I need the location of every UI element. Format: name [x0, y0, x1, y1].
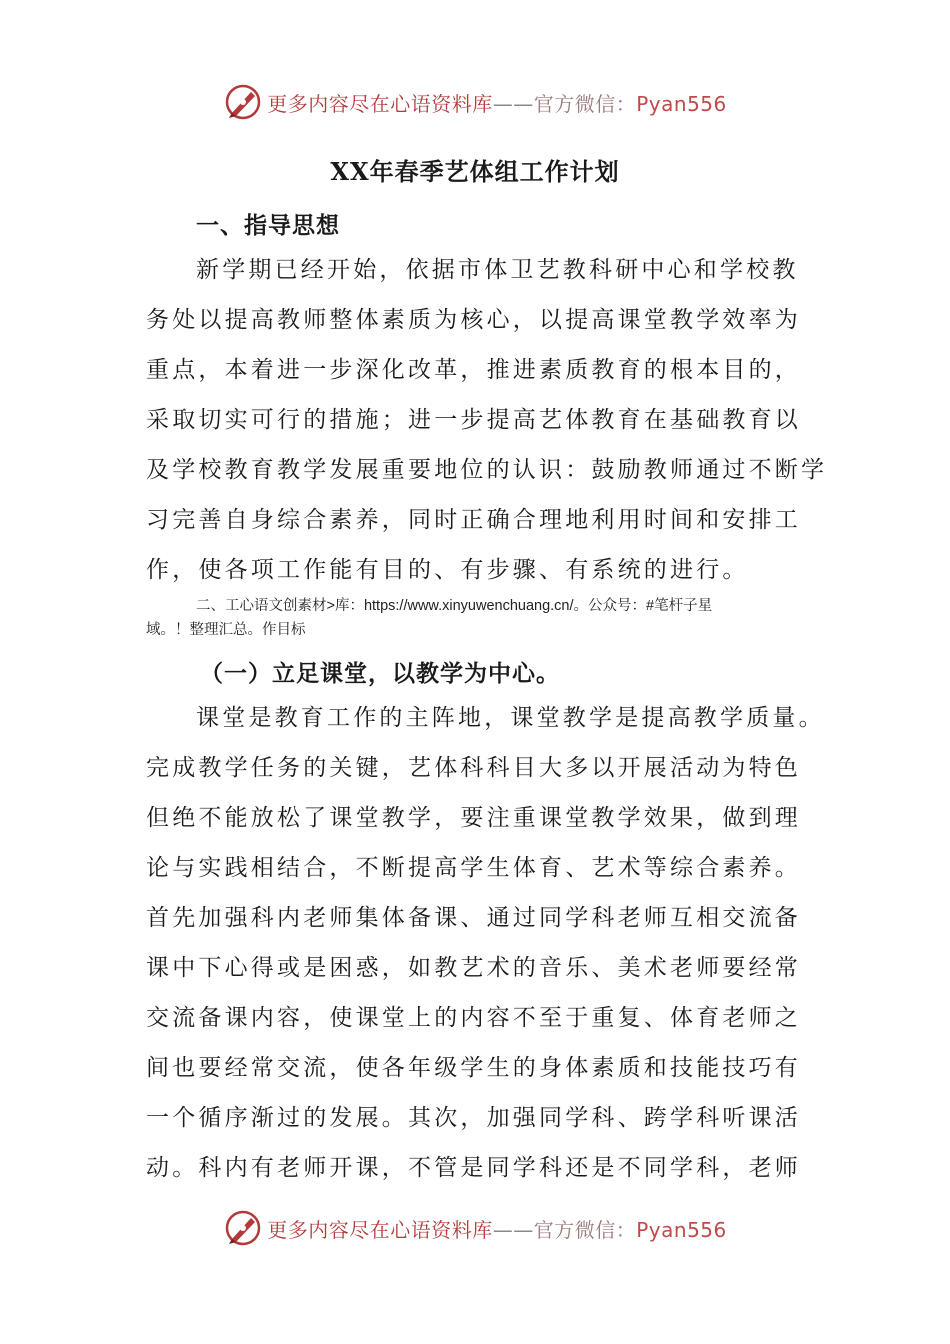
paragraph-line: 论与实践相结合，不断提高学生体育、艺术等综合素养。 — [146, 855, 801, 881]
document-title: XX年春季艺体组工作计划 — [330, 157, 620, 186]
pen-logo-icon — [223, 1208, 263, 1248]
section-heading-guiding-ideology: 一、指导思想 — [196, 212, 340, 239]
note-line: 二、工心语文创素材>库：https://www.xinyuwenchuang.cn/。公众号：#笔杆子星 — [196, 598, 713, 614]
footer-banner — [0, 1206, 950, 1250]
paragraph-line: 完成教学任务的关键，艺体科科目大多以开展活动为特色 — [146, 755, 801, 781]
paragraph-line: 交流备课内容，使课堂上的内容不至于重复、体育老师之 — [146, 1005, 801, 1031]
paragraph-line: 但绝不能放松了课堂教学，要注重课堂教学效果，做到理 — [146, 805, 801, 831]
note-line: 域。！整理汇总。作目标 — [146, 622, 306, 638]
inserted-note — [146, 594, 826, 642]
subsection-heading-classroom: （一）立足课堂，以教学为中心。 — [200, 660, 560, 687]
paragraph-line: 务处以提高教师整体素质为核心，以提高课堂教学效率为 — [146, 307, 801, 333]
paragraph-line: 新学期已经开始，依据市体卫艺教科研中心和学校教 — [196, 257, 799, 283]
paragraph-line: 课堂是教育工作的主阵地，课堂教学是提高教学质量。 — [196, 705, 825, 731]
paragraph-line: 课中下心得或是困惑，如教艺术的音乐、美术老师要经常 — [146, 955, 801, 981]
paragraph-line: 间也要经常交流，使各年级学生的身体素质和技能技巧有 — [146, 1055, 801, 1081]
paragraph-line: 首先加强科内老师集体备课、通过同学科老师互相交流备 — [146, 905, 801, 931]
paragraph-line: 重点，本着进一步深化改革，推进素质教育的根本目的， — [146, 357, 801, 383]
banner-text: 更多内容尽在心语资料库——官方微信：Pyan556 — [267, 1217, 727, 1242]
paragraph-line: 采取切实可行的措施；进一步提高艺体教育在基础教育以 — [146, 407, 801, 433]
pen-logo-icon — [223, 82, 263, 122]
banner-text: 更多内容尽在心语资料库——官方微信：Pyan556 — [267, 91, 727, 116]
paragraph-line: 作，使各项工作能有目的、有步骤、有系统的进行。 — [146, 557, 749, 583]
paragraph-line: 一个循序渐过的发展。其次，加强同学科、跨学科听课活 — [146, 1105, 801, 1131]
paragraph-classroom — [146, 693, 836, 1193]
paragraph-line: 习完善自身综合素养，同时正确合理地利用时间和安排工 — [146, 507, 801, 533]
header-banner — [0, 80, 950, 124]
paragraph-line: 动。科内有老师开课，不管是同学科还是不同学科，老师 — [146, 1155, 801, 1181]
paragraph-guiding-ideology — [146, 245, 836, 595]
paragraph-line: 及学校教育教学发展重要地位的认识：鼓励教师通过不断学 — [146, 457, 828, 483]
